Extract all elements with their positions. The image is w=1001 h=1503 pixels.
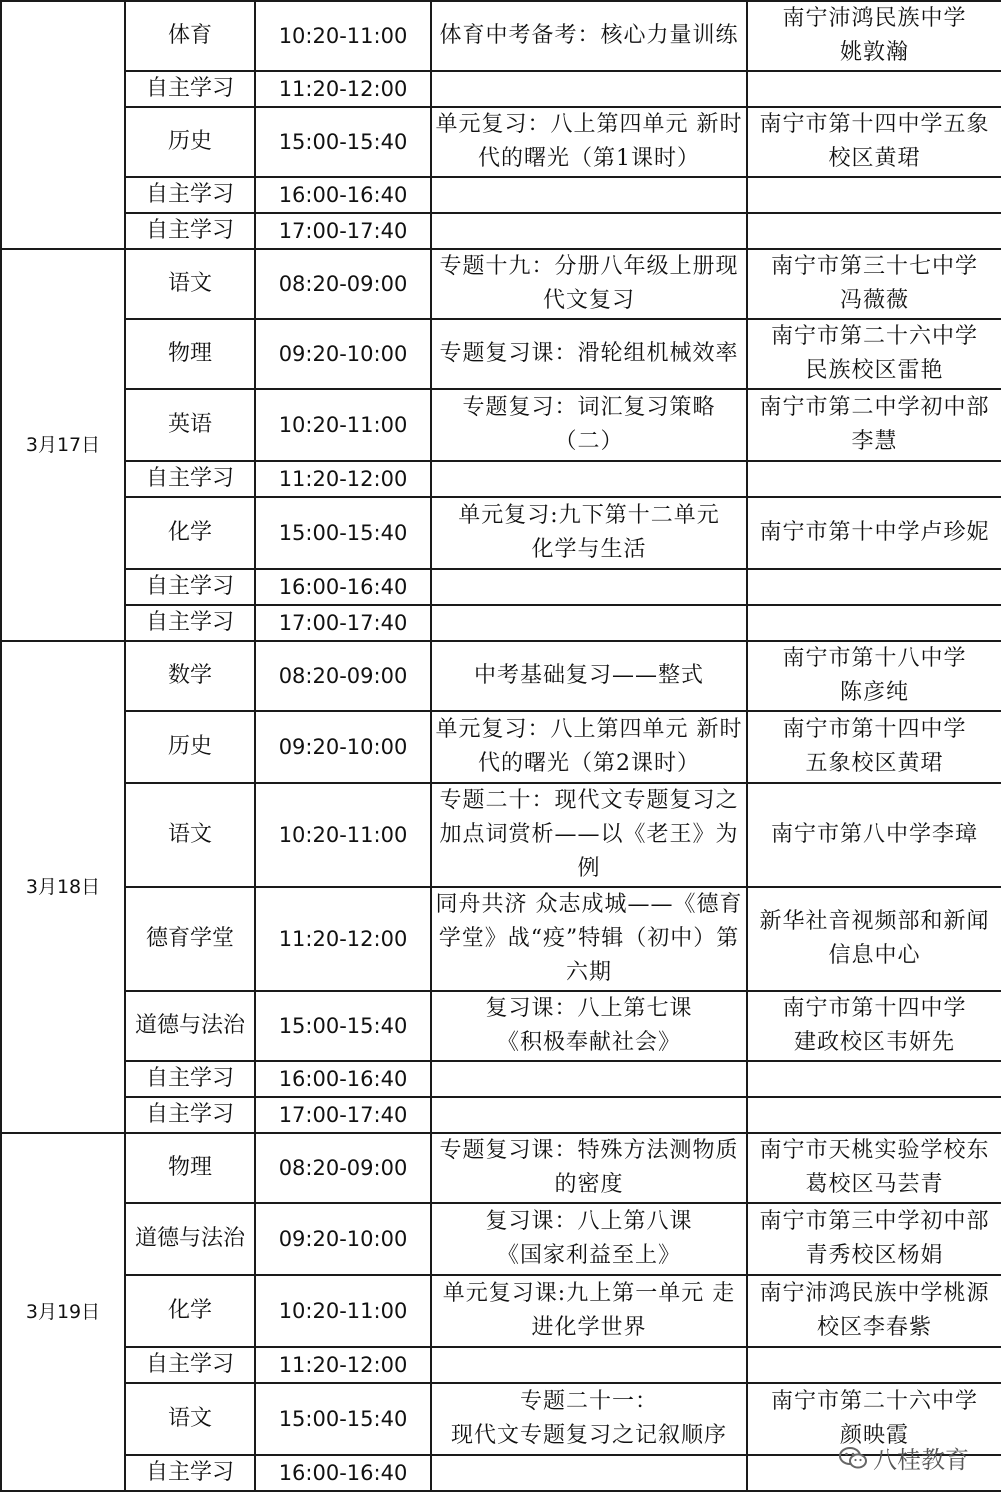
table-row: [1, 461, 1001, 497]
topic-cell: [431, 71, 747, 107]
topic-cell: 专题二十：现代文专题复习之 加点词赏析——以《老王》为 例: [431, 783, 747, 887]
subject-cell: 自主学习: [125, 1097, 255, 1133]
table-row: [1, 1133, 1001, 1203]
table-row: [1, 887, 1001, 991]
time-cell: 09:20-10:00: [255, 319, 431, 389]
teacher-cell: [747, 213, 1001, 249]
topic-cell: 中考基础复习——整式: [431, 641, 747, 711]
subject-cell: 自主学习: [125, 71, 255, 107]
teacher-cell: 南宁沛鸿民族中学 姚敦瀚: [747, 1, 1001, 71]
subject-cell: 物理: [125, 319, 255, 389]
teacher-cell: [747, 569, 1001, 605]
teacher-cell: 南宁市第十四中学五象 校区黄珺: [747, 107, 1001, 177]
time-cell: 10:20-11:00: [255, 1275, 431, 1347]
topic-cell: 体育中考备考：核心力量训练: [431, 1, 747, 71]
date-cell: 3月19日: [1, 1133, 125, 1491]
subject-cell: 化学: [125, 1275, 255, 1347]
table-row: [1, 605, 1001, 641]
watermark: [839, 1440, 969, 1475]
topic-cell: 专题二十一： 现代文专题复习之记叙顺序: [431, 1383, 747, 1455]
topic-cell: [431, 177, 747, 213]
table-row: [1, 497, 1001, 569]
table-row: [1, 783, 1001, 887]
teacher-cell: 南宁市第十四中学 建政校区韦妍先: [747, 991, 1001, 1061]
table-row: [1, 991, 1001, 1061]
subject-cell: 体育: [125, 1, 255, 71]
table-row: [1, 107, 1001, 177]
topic-cell: 单元复习：八上第四单元 新时 代的曙光（第1课时）: [431, 107, 747, 177]
teacher-cell: [747, 461, 1001, 497]
subject-cell: 数学: [125, 641, 255, 711]
subject-cell: 自主学习: [125, 177, 255, 213]
topic-cell: 专题复习课：滑轮组机械效率: [431, 319, 747, 389]
time-cell: 15:00-15:40: [255, 497, 431, 569]
subject-cell: 历史: [125, 711, 255, 783]
teacher-cell: 南宁市第二中学初中部 李慧: [747, 389, 1001, 461]
teacher-cell: 南宁市第二十六中学 民族校区雷艳: [747, 319, 1001, 389]
teacher-cell: 南宁沛鸿民族中学桃源 校区李春紫: [747, 1275, 1001, 1347]
topic-cell: [431, 213, 747, 249]
time-cell: 11:20-12:00: [255, 71, 431, 107]
table-row: [1, 319, 1001, 389]
subject-cell: 自主学习: [125, 569, 255, 605]
topic-cell: 复习课：八上第八课 《国家利益至上》: [431, 1203, 747, 1275]
table-row: [1, 389, 1001, 461]
subject-cell: 自主学习: [125, 1347, 255, 1383]
time-cell: 08:20-09:00: [255, 641, 431, 711]
time-cell: 15:00-15:40: [255, 107, 431, 177]
time-cell: 10:20-11:00: [255, 1, 431, 71]
topic-cell: [431, 461, 747, 497]
topic-cell: 单元复习课:九上第一单元 走 进化学世界: [431, 1275, 747, 1347]
time-cell: 16:00-16:40: [255, 1455, 431, 1491]
subject-cell: 语文: [125, 1383, 255, 1455]
table-row: [1, 1347, 1001, 1383]
teacher-cell: [747, 1347, 1001, 1383]
subject-cell: 道德与法治: [125, 991, 255, 1061]
table-row: [1, 177, 1001, 213]
time-cell: 17:00-17:40: [255, 213, 431, 249]
subject-cell: 自主学习: [125, 605, 255, 641]
subject-cell: 物理: [125, 1133, 255, 1203]
table-row: [1, 1203, 1001, 1275]
subject-cell: 历史: [125, 107, 255, 177]
teacher-cell: 新华社音视频部和新闻 信息中心: [747, 887, 1001, 991]
watermark-text: 八桂教育: [873, 1446, 969, 1474]
table-row: [1, 641, 1001, 711]
wechat-icon: [839, 1446, 867, 1470]
teacher-cell: 南宁市第二十六中学 颜映霞: [747, 1383, 1001, 1455]
time-cell: 10:20-11:00: [255, 783, 431, 887]
time-cell: 11:20-12:00: [255, 461, 431, 497]
topic-cell: 专题复习课：特殊方法测物质 的密度: [431, 1133, 747, 1203]
table-row: [1, 1, 1001, 71]
date-cell: 3月18日: [1, 641, 125, 1133]
table-row: [1, 1097, 1001, 1133]
subject-cell: 道德与法治: [125, 1203, 255, 1275]
date-cell: 3月17日: [1, 249, 125, 641]
time-cell: 16:00-16:40: [255, 569, 431, 605]
subject-cell: 英语: [125, 389, 255, 461]
time-cell: 11:20-12:00: [255, 1347, 431, 1383]
table-row: [1, 1061, 1001, 1097]
table-row: [1, 249, 1001, 319]
teacher-cell: 南宁市第十八中学 陈彦纯: [747, 641, 1001, 711]
topic-cell: [431, 1097, 747, 1133]
subject-cell: 自主学习: [125, 1455, 255, 1491]
time-cell: 17:00-17:40: [255, 605, 431, 641]
subject-cell: 德育学堂: [125, 887, 255, 991]
time-cell: 10:20-11:00: [255, 389, 431, 461]
topic-cell: [431, 569, 747, 605]
subject-cell: 自主学习: [125, 1061, 255, 1097]
time-cell: 16:00-16:40: [255, 1061, 431, 1097]
table-row: [1, 569, 1001, 605]
teacher-cell: 南宁市第三中学初中部 青秀校区杨娟: [747, 1203, 1001, 1275]
topic-cell: 单元复习:九下第十二单元 化学与生活: [431, 497, 747, 569]
table-row: [1, 71, 1001, 107]
table-row: [1, 1275, 1001, 1347]
table-row: [1, 711, 1001, 783]
time-cell: 11:20-12:00: [255, 887, 431, 991]
subject-cell: 自主学习: [125, 213, 255, 249]
teacher-cell: [747, 1061, 1001, 1097]
topic-cell: [431, 605, 747, 641]
time-cell: 15:00-15:40: [255, 1383, 431, 1455]
topic-cell: 专题十九：分册八年级上册现 代文复习: [431, 249, 747, 319]
topic-cell: 单元复习：八上第四单元 新时 代的曙光（第2课时）: [431, 711, 747, 783]
teacher-cell: [747, 71, 1001, 107]
teacher-cell: [747, 1097, 1001, 1133]
topic-cell: 专题复习：词汇复习策略 （二）: [431, 389, 747, 461]
topic-cell: [431, 1061, 747, 1097]
teacher-cell: 南宁市第八中学李璋: [747, 783, 1001, 887]
subject-cell: 化学: [125, 497, 255, 569]
teacher-cell: [747, 605, 1001, 641]
teacher-cell: [747, 177, 1001, 213]
time-cell: 09:20-10:00: [255, 1203, 431, 1275]
time-cell: 15:00-15:40: [255, 991, 431, 1061]
subject-cell: 自主学习: [125, 461, 255, 497]
time-cell: 08:20-09:00: [255, 1133, 431, 1203]
topic-cell: [431, 1455, 747, 1491]
teacher-cell: 南宁市天桃实验学校东 葛校区马芸青: [747, 1133, 1001, 1203]
date-cell: [1, 1, 125, 249]
time-cell: 17:00-17:40: [255, 1097, 431, 1133]
time-cell: 09:20-10:00: [255, 711, 431, 783]
subject-cell: 语文: [125, 783, 255, 887]
subject-cell: 语文: [125, 249, 255, 319]
teacher-cell: 南宁市第十四中学 五象校区黄珺: [747, 711, 1001, 783]
topic-cell: [431, 1347, 747, 1383]
teacher-cell: 南宁市第十中学卢珍妮: [747, 497, 1001, 569]
table-row: [1, 213, 1001, 249]
time-cell: 16:00-16:40: [255, 177, 431, 213]
topic-cell: 同舟共济 众志成城——《德育 学堂》战“疫”特辑（初中）第 六期: [431, 887, 747, 991]
teacher-cell: 南宁市第三十七中学 冯薇薇: [747, 249, 1001, 319]
time-cell: 08:20-09:00: [255, 249, 431, 319]
topic-cell: 复习课：八上第七课 《积极奉献社会》: [431, 991, 747, 1061]
